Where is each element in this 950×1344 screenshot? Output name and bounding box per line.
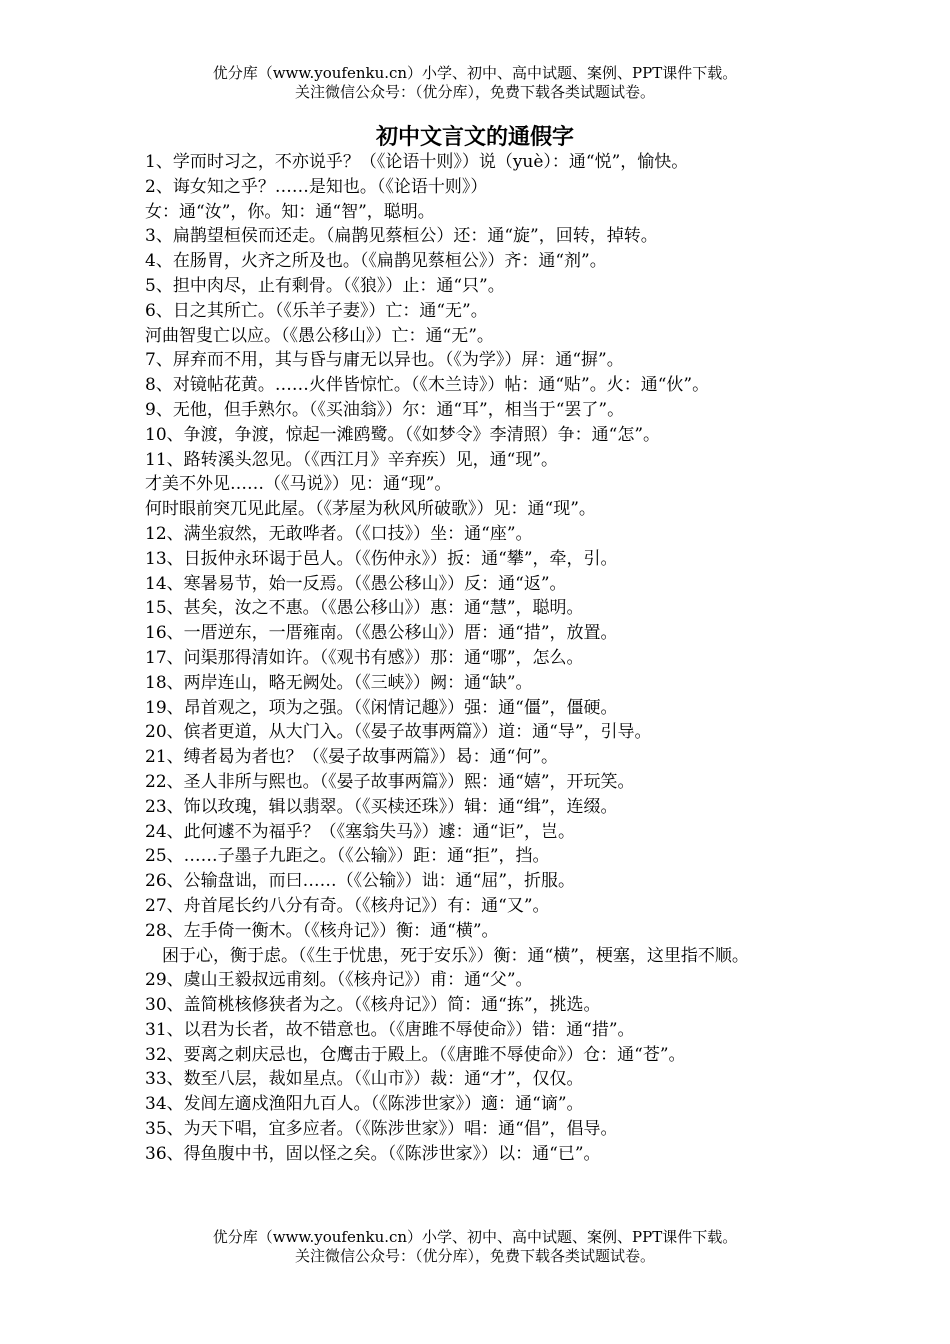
header-line-2: 关注微信公众号：（优分库），免费下载各类试题试卷。	[294, 83, 655, 101]
page-footer	[0, 1228, 950, 1266]
body-line: 9、无他，但手熟尔。（《买油翁》）尔：通“耳”，相当于“罢了”。	[145, 399, 625, 420]
body-line: 16、一厝逆东，一厝雍南。（《愚公移山》）厝：通“措”，放置。	[145, 623, 618, 644]
body-line: 5、担中肉尽，止有剩骨。（《狼》）止：通“只”。	[145, 275, 505, 296]
body-line: 13、日扳仲永环谒于邑人。（《伤仲永》）扳：通“攀”，牵，引。	[145, 548, 618, 569]
document-body	[145, 150, 807, 1167]
body-line: 28、左手倚一衡木。（《核舟记》）衡：通“横”。	[145, 920, 499, 941]
body-line: 10、争渡，争渡，惊起一滩鸥鹭。（《如梦令》李清照）争：通“怎”。	[145, 424, 661, 445]
body-line: 29、虞山王毅叔远甫刻。（《核舟记》）甫：通“父”。	[145, 970, 533, 991]
body-line: 22、圣人非所与熙也。（《晏子故事两篇》）熙：通“嬉”，开玩笑。	[145, 771, 635, 792]
body-line: 才美不外见……（《马说》）见：通“现”。	[145, 474, 452, 495]
body-line: 25、……子墨子九距之。（《公输》）距：通“拒”，挡。	[145, 846, 550, 867]
body-line: 困于心，衡于虑。（《生于忧患，死于安乐》）衡：通“横”，梗塞，这里指不顺。	[162, 945, 749, 966]
body-line: 15、甚矣，汝之不惠。（《愚公移山》）惠：通“慧”，聪明。	[145, 598, 584, 619]
body-line: 女：通“汝”，你。知：通“智”，聪明。	[145, 201, 435, 222]
body-line: 27、舟首尾长约八分有奇。（《核舟记》）有：通“又”。	[145, 895, 550, 916]
body-line: 7、屏弃而不用，其与昏与庸无以异也。（《为学》）屏：通“摒”。	[145, 350, 624, 371]
body-line: 8、对镜帖花黄。……火伴皆惊忙。（《木兰诗》）帖：通“贴”。火：通“伙”。	[145, 375, 710, 396]
document-title: 初中文言文的通假字	[375, 124, 574, 150]
body-line: 31、以君为长者，故不错意也。（《唐雎不辱使命》）错：通“措”。	[145, 1019, 635, 1040]
body-line: 2、诲女知之乎？……是知也。（《论语十则》）	[145, 176, 488, 197]
body-line: 23、饰以玫瑰，辑以翡翠。（《买椟还珠》）辑：通“缉”，连缀。	[145, 796, 618, 817]
body-line: 36、得鱼腹中书，固以怪之矣。（《陈涉世家》）以：通“已”。	[145, 1143, 601, 1164]
body-line: 20、傧者更道，从大门入。（《晏子故事两篇》）道：通“导”，引导。	[145, 722, 652, 743]
body-line: 11、路转溪头忽见。（《西江月》辛弃疾）见，通“现”。	[145, 449, 559, 470]
body-line: 21、缚者曷为者也？（《晏子故事两篇》）曷：通“何”。	[145, 747, 559, 768]
page-header	[0, 64, 950, 102]
body-line: 35、为天下唱，宜多应者。（《陈涉世家》）唱：通“倡”，倡导。	[145, 1119, 618, 1140]
body-line: 32、要离之刺庆忌也，仓鹰击于殿上。（《唐雎不辱使命》）仓：通“苍”。	[145, 1044, 686, 1065]
body-line: 26、公输盘诎，而曰……（《公输》）诎：通“屈”，折服。	[145, 871, 576, 892]
body-line: 19、昂首观之，项为之强。（《闲情记趣》）强：通“僵”，僵硬。	[145, 697, 618, 718]
body-line: 17、问渠那得清如许。（《观书有感》）那：通“哪”，怎么。	[145, 647, 584, 668]
footer-line-2: 关注微信公众号：（优分库），免费下载各类试题试卷。	[294, 1247, 655, 1265]
body-line: 3、扁鹊望桓侯而还走。（扁鹊见蔡桓公）还：通“旋”，回转，掉转。	[145, 226, 658, 247]
body-line: 34、发闾左適戍渔阳九百人。（《陈涉世家》）適：通“谪”。	[145, 1094, 584, 1115]
body-line: 河曲智叟亡以应。（《愚公移山》）亡：通“无”。	[145, 325, 494, 346]
body-line: 4、在肠胃，火齐之所及也。（《扁鹊见蔡桓公》）齐：通“剂”。	[145, 251, 607, 272]
body-line: 30、盖简桃核修狭者为之。（《核舟记》）简：通“拣”，挑选。	[145, 995, 601, 1016]
body-line: 14、寒暑易节，始一反焉。（《愚公移山》）反：通“返”。	[145, 573, 567, 594]
body-line: 18、两岸连山，略无阙处。（《三峡》）阙：通“缺”。	[145, 672, 533, 693]
body-line: 12、满坐寂然，无敢哗者。（《口技》）坐：通“座”。	[145, 523, 533, 544]
footer-line-1: 优分库（www.youfenku.cn）小学、初中、高中试题、案例、PPT课件下载。	[212, 1228, 738, 1246]
body-line: 6、日之其所亡。（《乐羊子妻》）亡：通“无”。	[145, 300, 488, 321]
body-line: 24、此何遽不为福乎？（《塞翁失马》）遽：通“讵”，岂。	[145, 821, 576, 842]
header-line-1: 优分库（www.youfenku.cn）小学、初中、高中试题、案例、PPT课件下载。	[212, 64, 738, 82]
body-line: 1、学而时习之，不亦说乎？（《论语十则》）说（yuè）：通“悦”，愉快。	[145, 152, 689, 172]
body-line: 33、数至八层，裁如星点。（《山市》）裁：通“才”，仅仅。	[145, 1069, 584, 1090]
body-line: 何时眼前突兀见此屋。（《茅屋为秋风所破歌》）见：通“现”。	[145, 499, 596, 520]
